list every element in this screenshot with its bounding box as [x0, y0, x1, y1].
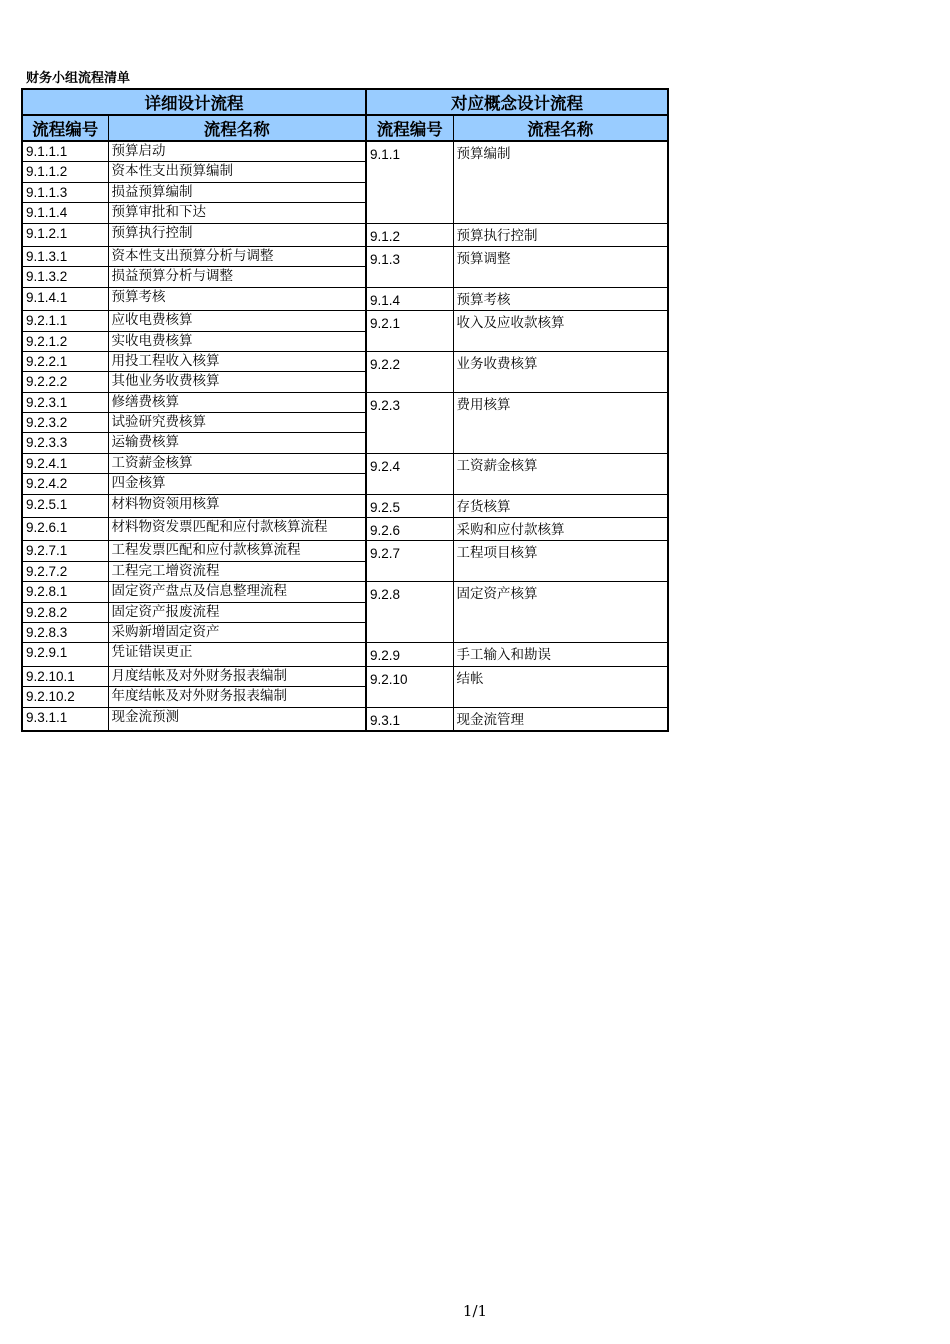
detail-process-code: 9.1.1.4 [22, 203, 108, 223]
detail-process-name: 固定资产报废流程 [108, 602, 366, 622]
detail-process-name: 应收电费核算 [108, 311, 366, 331]
table-row [22, 707, 668, 731]
detail-process-code: 9.2.3.2 [22, 413, 108, 433]
concept-process-code: 9.1.1 [366, 141, 453, 223]
detail-process-name: 工程发票匹配和应付款核算流程 [108, 541, 366, 561]
concept-process-name: 预算调整 [453, 246, 668, 287]
concept-process-name: 工程项目核算 [453, 541, 668, 582]
concept-process-name: 结帐 [453, 666, 668, 707]
concept-process-name: 预算编制 [453, 141, 668, 223]
detail-process-code: 9.2.3.3 [22, 433, 108, 453]
detail-process-code: 9.2.2.2 [22, 372, 108, 392]
concept-process-code: 9.1.4 [366, 287, 453, 310]
detail-process-name: 工程完工增资流程 [108, 561, 366, 581]
detail-process-code: 9.2.1.2 [22, 331, 108, 351]
detail-process-code: 9.2.10.1 [22, 666, 108, 686]
column-header-concept-name: 流程名称 [453, 115, 668, 141]
table-row [22, 541, 668, 561]
detail-process-name: 预算审批和下达 [108, 203, 366, 223]
detail-process-code: 9.2.7.2 [22, 561, 108, 581]
table-row [22, 223, 668, 246]
detail-process-name: 年度结帐及对外财务报表编制 [108, 687, 366, 707]
concept-process-code: 9.2.4 [366, 453, 453, 494]
detail-process-code: 9.2.5.1 [22, 494, 108, 517]
detail-process-code: 9.2.7.1 [22, 541, 108, 561]
detail-process-name: 资本性支出预算分析与调整 [108, 246, 366, 266]
concept-process-code: 9.2.7 [366, 541, 453, 582]
detail-process-code: 9.1.1.3 [22, 182, 108, 202]
concept-process-code: 9.2.6 [366, 518, 453, 541]
detail-process-code: 9.2.4.1 [22, 453, 108, 473]
sheet-title: 财务小组流程清单 [26, 70, 131, 85]
table-row [22, 453, 668, 473]
detail-process-code: 9.1.4.1 [22, 287, 108, 310]
detail-process-name: 运输费核算 [108, 433, 366, 453]
concept-process-code: 9.2.3 [366, 392, 453, 453]
detail-process-name: 用投工程收入核算 [108, 351, 366, 371]
detail-process-name: 其他业务收费核算 [108, 372, 366, 392]
column-header-row [22, 115, 668, 141]
process-table [21, 88, 669, 732]
group-header-row [22, 89, 668, 115]
concept-process-name: 现金流管理 [453, 707, 668, 731]
detail-process-name: 材料物资领用核算 [108, 494, 366, 517]
detail-process-name: 预算执行控制 [108, 223, 366, 246]
concept-process-name: 业务收费核算 [453, 351, 668, 392]
detail-process-name: 资本性支出预算编制 [108, 162, 366, 182]
table-row [22, 518, 668, 541]
concept-process-code: 9.2.8 [366, 582, 453, 643]
detail-process-code: 9.2.4.2 [22, 474, 108, 494]
table-row [22, 141, 668, 162]
concept-process-name: 存货核算 [453, 494, 668, 517]
concept-process-name: 预算执行控制 [453, 223, 668, 246]
column-header-detail-name: 流程名称 [108, 115, 366, 141]
concept-process-code: 9.1.3 [366, 246, 453, 287]
concept-process-name: 收入及应收款核算 [453, 311, 668, 352]
detail-process-code: 9.2.8.3 [22, 622, 108, 642]
table-row [22, 351, 668, 371]
concept-process-code: 9.2.10 [366, 666, 453, 707]
table-row [22, 666, 668, 686]
detail-process-name: 月度结帐及对外财务报表编制 [108, 666, 366, 686]
detail-process-name: 预算启动 [108, 141, 366, 162]
detail-process-code: 9.2.3.1 [22, 392, 108, 412]
detail-process-code: 9.2.9.1 [22, 643, 108, 666]
group-header-detail: 详细设计流程 [22, 89, 366, 115]
table-row [22, 582, 668, 602]
column-header-concept-code: 流程编号 [366, 115, 453, 141]
concept-process-name: 费用核算 [453, 392, 668, 453]
detail-process-name: 采购新增固定资产 [108, 622, 366, 642]
detail-process-name: 固定资产盘点及信息整理流程 [108, 582, 366, 602]
detail-process-name: 预算考核 [108, 287, 366, 310]
table-row [22, 643, 668, 666]
detail-process-name: 试验研究费核算 [108, 413, 366, 433]
concept-process-code: 9.2.9 [366, 643, 453, 666]
detail-process-code: 9.3.1.1 [22, 707, 108, 731]
detail-process-name: 凭证错误更正 [108, 643, 366, 666]
concept-process-code: 9.2.2 [366, 351, 453, 392]
table-row [22, 246, 668, 266]
column-header-detail-code: 流程编号 [22, 115, 108, 141]
concept-process-code: 9.3.1 [366, 707, 453, 731]
detail-process-name: 损益预算分析与调整 [108, 267, 366, 287]
detail-process-code: 9.2.8.2 [22, 602, 108, 622]
concept-process-name: 固定资产核算 [453, 582, 668, 643]
detail-process-code: 9.2.6.1 [22, 518, 108, 541]
detail-process-code: 9.1.1.1 [22, 141, 108, 162]
detail-process-name: 损益预算编制 [108, 182, 366, 202]
detail-process-name: 四金核算 [108, 474, 366, 494]
detail-process-name: 现金流预测 [108, 707, 366, 731]
detail-process-name: 工资薪金核算 [108, 453, 366, 473]
concept-process-name: 工资薪金核算 [453, 453, 668, 494]
detail-process-code: 9.2.10.2 [22, 687, 108, 707]
concept-process-code: 9.2.5 [366, 494, 453, 517]
detail-process-code: 9.2.1.1 [22, 311, 108, 331]
concept-process-name: 预算考核 [453, 287, 668, 310]
table-row [22, 494, 668, 517]
page-number: 1/1 [462, 1302, 488, 1320]
detail-process-code: 9.2.8.1 [22, 582, 108, 602]
detail-process-code: 9.1.3.2 [22, 267, 108, 287]
detail-process-name: 实收电费核算 [108, 331, 366, 351]
concept-process-code: 9.2.1 [366, 311, 453, 352]
table-row [22, 392, 668, 412]
detail-process-code: 9.2.2.1 [22, 351, 108, 371]
concept-process-name: 采购和应付款核算 [453, 518, 668, 541]
detail-process-code: 9.1.2.1 [22, 223, 108, 246]
detail-process-code: 9.1.1.2 [22, 162, 108, 182]
detail-process-code: 9.1.3.1 [22, 246, 108, 266]
detail-process-name: 修缮费核算 [108, 392, 366, 412]
concept-process-code: 9.1.2 [366, 223, 453, 246]
concept-process-name: 手工输入和勘误 [453, 643, 668, 666]
table-row [22, 311, 668, 331]
table-row [22, 287, 668, 310]
group-header-concept: 对应概念设计流程 [366, 89, 668, 115]
detail-process-name: 材料物资发票匹配和应付款核算流程 [108, 518, 366, 541]
